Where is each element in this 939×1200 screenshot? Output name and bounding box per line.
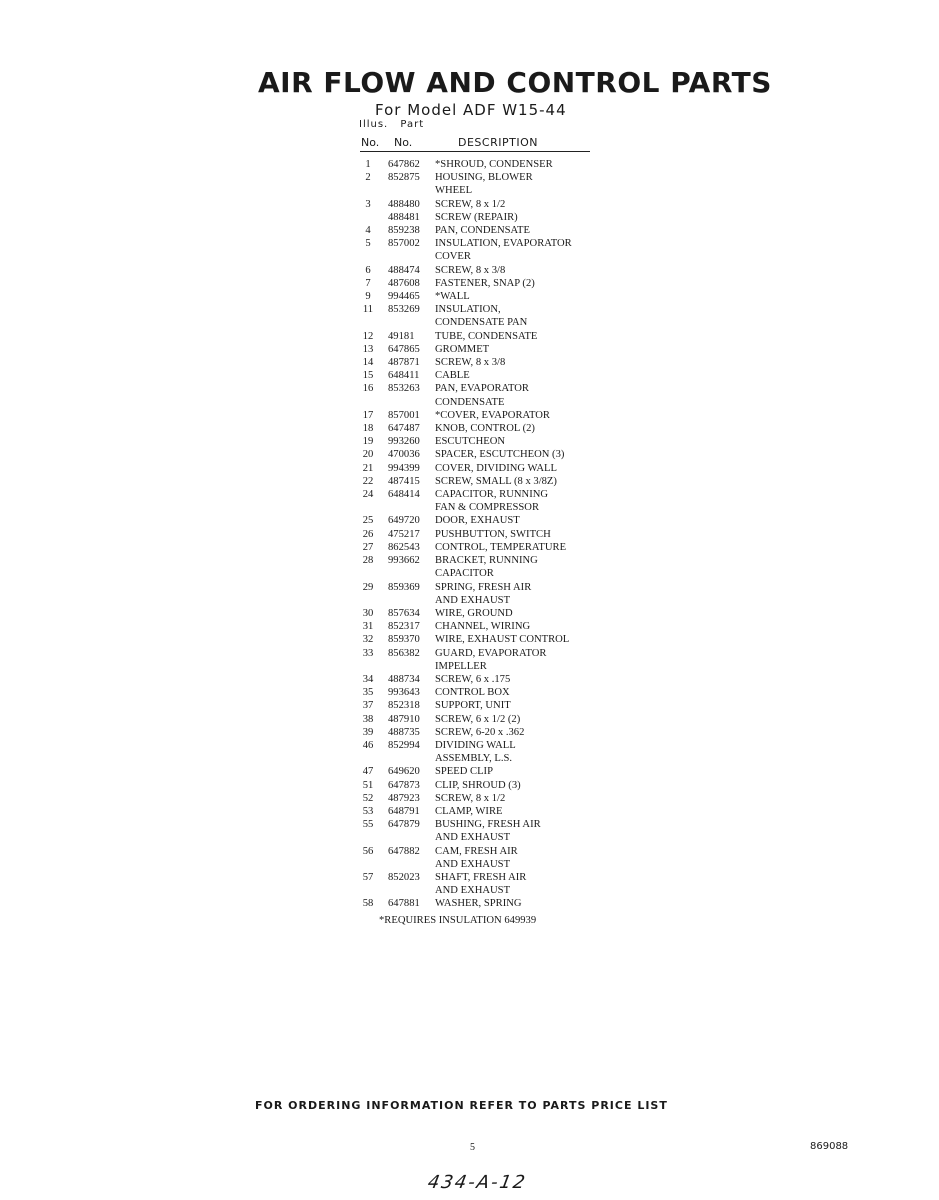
header-description: DESCRIPTION	[458, 136, 538, 149]
part-number: 856382	[388, 647, 420, 659]
illus-number: 39	[362, 726, 374, 738]
part-number: 647865	[388, 343, 420, 355]
part-number: 488480	[388, 198, 420, 210]
part-number: 853263	[388, 383, 420, 395]
table-row	[360, 171, 620, 197]
part-description: INSULATION, EVAPORATOR COVER	[435, 238, 572, 263]
table-row	[360, 897, 620, 910]
illus-number: 56	[362, 845, 374, 857]
part-description: SPEED CLIP	[435, 766, 493, 778]
part-description: *SHROUD, CONDENSER	[435, 159, 553, 170]
table-row	[360, 211, 620, 224]
part-description: CLIP, SHROUD (3)	[435, 779, 521, 791]
part-number: 487871	[388, 357, 420, 369]
part-description: SCREW, 8 x 3/8	[435, 264, 506, 276]
part-number: 488734	[388, 673, 420, 685]
illus-number: 33	[362, 647, 374, 659]
table-row	[360, 475, 620, 488]
part-number: 49181	[388, 330, 415, 342]
illus-number: 38	[362, 713, 374, 725]
part-description: SCREW, 8 x 1/2	[435, 792, 506, 804]
table-row	[360, 739, 620, 765]
table-row	[360, 765, 620, 778]
footnote: *REQUIRES INSULATION 649939	[379, 915, 537, 926]
part-description: CAM, FRESH AIR AND EXHAUST	[435, 845, 518, 870]
header-rule	[360, 151, 590, 152]
part-description: GROMMET	[435, 343, 490, 355]
table-row	[360, 792, 620, 805]
table-row	[360, 264, 620, 277]
table-row	[360, 554, 620, 580]
illus-number: 35	[362, 687, 374, 699]
part-description: WASHER, SPRING	[435, 898, 522, 910]
illus-number: 25	[362, 515, 374, 527]
part-description: CLAMP, WIRE	[435, 805, 503, 817]
illus-number: 26	[362, 528, 374, 540]
part-description: SCREW, SMALL (8 x 3/8Z)	[435, 475, 557, 487]
part-description: PUSHBUTTON, SWITCH	[435, 528, 551, 540]
part-number: 862543	[388, 541, 420, 553]
illus-number: 7	[365, 277, 371, 289]
illus-number: 16	[362, 383, 374, 395]
illus-number: 27	[362, 541, 374, 553]
table-row	[360, 647, 620, 673]
parts-list	[360, 158, 620, 911]
part-number: 647879	[388, 819, 420, 831]
part-number: 475217	[388, 528, 420, 540]
table-row	[360, 382, 620, 408]
table-row	[360, 369, 620, 382]
part-description: *WALL	[435, 291, 470, 303]
part-number: 649620	[388, 766, 420, 778]
part-number: 648411	[388, 370, 420, 382]
illus-number: 47	[362, 766, 374, 778]
part-number: 487415	[388, 475, 420, 487]
part-description: BRACKET, RUNNING CAPACITOR	[435, 555, 538, 580]
illus-number: 58	[362, 898, 374, 910]
part-description: HOUSING, BLOWER WHEEL	[435, 172, 533, 197]
model-subtitle: For Model ADF W15-44	[375, 101, 567, 119]
illus-number: 51	[362, 779, 374, 791]
table-row	[360, 198, 620, 211]
part-number: 647862	[388, 159, 420, 170]
table-row	[360, 699, 620, 712]
part-number: 487910	[388, 713, 420, 725]
part-description: CONTROL BOX	[435, 687, 510, 699]
illus-number: 14	[362, 357, 374, 369]
part-number: 470036	[388, 449, 420, 461]
part-number: 487923	[388, 792, 420, 804]
illus-number: 53	[362, 805, 374, 817]
illus-number: 13	[362, 343, 374, 355]
table-row	[360, 224, 620, 237]
table-row	[360, 673, 620, 686]
part-description: KNOB, CONTROL (2)	[435, 423, 535, 435]
illus-number: 18	[362, 423, 374, 435]
header-part-no: No.	[394, 136, 413, 149]
document-code: 869088	[810, 1141, 849, 1152]
part-description: *COVER, EVAPORATOR	[435, 409, 550, 421]
page-number: 5	[470, 1142, 475, 1153]
table-row	[360, 845, 620, 871]
table-row	[360, 488, 620, 514]
table-row	[360, 290, 620, 303]
part-description: SHAFT, FRESH AIR AND EXHAUST	[435, 871, 527, 897]
part-number: 647881	[388, 898, 420, 910]
part-number: 859370	[388, 634, 420, 646]
part-description: GUARD, EVAPORATOR IMPELLER	[435, 647, 547, 672]
illus-number: 31	[362, 621, 374, 633]
part-description: ESCUTCHEON	[435, 436, 506, 448]
part-number: 647873	[388, 779, 420, 791]
part-number: 852994	[388, 739, 420, 751]
part-number: 488735	[388, 726, 420, 738]
table-row	[360, 409, 620, 422]
part-description: SCREW (REPAIR)	[435, 211, 518, 223]
illus-number: 57	[362, 871, 374, 883]
table-row	[360, 818, 620, 844]
table-row	[360, 620, 620, 633]
table-row	[360, 514, 620, 527]
part-description: SUPPORT, UNIT	[435, 700, 511, 712]
illus-number: 2	[365, 172, 371, 184]
part-number: 649720	[388, 515, 420, 527]
part-number: 648791	[388, 805, 420, 817]
illus-number: 9	[365, 291, 371, 303]
ordering-footer: FOR ORDERING INFORMATION REFER TO PARTS PRICE LIST	[255, 1099, 668, 1112]
part-number: 857002	[388, 238, 420, 250]
part-description: CABLE	[435, 370, 470, 382]
part-number: 647882	[388, 845, 420, 857]
part-number: 994399	[388, 462, 420, 474]
part-description: BUSHING, FRESH AIR AND EXHAUST	[435, 819, 541, 844]
part-number: 647487	[388, 423, 420, 435]
part-description: SCREW, 8 x 1/2	[435, 198, 506, 210]
part-number: 852023	[388, 871, 420, 883]
table-row	[360, 581, 620, 607]
illus-number: 5	[365, 238, 371, 250]
part-description: WIRE, EXHAUST CONTROL	[435, 634, 570, 646]
illus-number: 1	[365, 159, 371, 170]
table-row	[360, 303, 620, 329]
table-row	[360, 448, 620, 461]
table-row	[360, 356, 620, 369]
part-number: 648414	[388, 489, 420, 501]
table-row	[360, 871, 620, 897]
handwritten-note: 434-A-12	[426, 1172, 529, 1193]
table-row	[360, 633, 620, 646]
illus-number: 52	[362, 792, 374, 804]
part-number: 852875	[388, 172, 420, 184]
table-row	[360, 528, 620, 541]
illus-number: 24	[362, 489, 374, 501]
part-description: SCREW, 6 x .175	[435, 673, 511, 685]
illus-number: 3	[365, 198, 371, 210]
part-description: INSULATION, CONDENSATE PAN	[435, 304, 528, 329]
illus-number: 46	[362, 739, 374, 751]
illus-number: 29	[362, 581, 374, 593]
table-row	[360, 541, 620, 554]
illus-number: 32	[362, 634, 374, 646]
part-description: SCREW, 8 x 3/8	[435, 357, 506, 369]
part-description: SPRING, FRESH AIR AND EXHAUST	[435, 581, 532, 606]
table-row	[360, 686, 620, 699]
part-description: COVER, DIVIDING WALL	[435, 462, 557, 474]
page-title: AIR FLOW AND CONTROL PARTS	[258, 66, 772, 99]
table-row	[360, 158, 620, 171]
illus-number: 34	[362, 673, 374, 685]
part-description: PAN, CONDENSATE	[435, 225, 530, 237]
illus-number: 17	[362, 409, 374, 421]
part-number: 993662	[388, 555, 420, 567]
illus-number: 19	[362, 436, 374, 448]
header-illus: Illus.	[359, 119, 389, 130]
part-description: DOOR, EXHAUST	[435, 515, 520, 527]
header-part: Part	[400, 119, 425, 130]
part-description: SCREW, 6-20 x .362	[435, 726, 525, 738]
illus-number: 55	[362, 819, 374, 831]
column-header-top	[359, 119, 424, 130]
table-row	[360, 237, 620, 263]
table-row	[360, 330, 620, 343]
part-number: 993260	[388, 436, 420, 448]
illus-number: 22	[362, 475, 374, 487]
illus-number: 37	[362, 700, 374, 712]
part-description: FASTENER, SNAP (2)	[435, 277, 535, 289]
part-description: CONTROL, TEMPERATURE	[435, 541, 567, 553]
table-row	[360, 462, 620, 475]
part-description: DIVIDING WALL ASSEMBLY, L.S.	[435, 739, 516, 765]
part-number: 488481	[388, 211, 420, 223]
table-row	[360, 726, 620, 739]
part-number: 488474	[388, 264, 420, 276]
part-description: WIRE, GROUND	[435, 607, 513, 619]
part-description: CHANNEL, WIRING	[435, 621, 531, 633]
part-number: 487608	[388, 277, 420, 289]
illus-number: 30	[362, 607, 374, 619]
table-row	[360, 422, 620, 435]
part-description: SCREW, 6 x 1/2 (2)	[435, 713, 521, 725]
table-row	[360, 607, 620, 620]
illus-number: 21	[362, 462, 374, 474]
illus-number: 4	[365, 225, 371, 237]
part-number: 859369	[388, 581, 420, 593]
table-row	[360, 779, 620, 792]
part-description: PAN, EVAPORATOR CONDENSATE	[435, 383, 530, 408]
header-illus-no: No.	[361, 136, 380, 149]
table-row	[360, 805, 620, 818]
part-number: 857634	[388, 607, 420, 619]
table-row	[360, 277, 620, 290]
part-number: 993643	[388, 687, 420, 699]
part-number: 994465	[388, 291, 420, 303]
illus-number: 15	[362, 370, 374, 382]
part-description: CAPACITOR, RUNNING FAN & COMPRESSOR	[435, 489, 549, 514]
part-number: 857001	[388, 409, 420, 421]
part-number: 859238	[388, 225, 420, 237]
part-number: 852318	[388, 700, 420, 712]
illus-number: 6	[365, 264, 371, 276]
table-row	[360, 435, 620, 448]
part-number: 852317	[388, 621, 420, 633]
part-description: TUBE, CONDENSATE	[435, 330, 538, 342]
illus-number: 28	[362, 555, 374, 567]
illus-number: 12	[362, 330, 374, 342]
part-number: 853269	[388, 304, 420, 316]
illus-number: 20	[362, 449, 374, 461]
part-description: SPACER, ESCUTCHEON (3)	[435, 449, 565, 461]
table-row	[360, 343, 620, 356]
table-row	[360, 713, 620, 726]
illus-number: 11	[362, 304, 374, 316]
